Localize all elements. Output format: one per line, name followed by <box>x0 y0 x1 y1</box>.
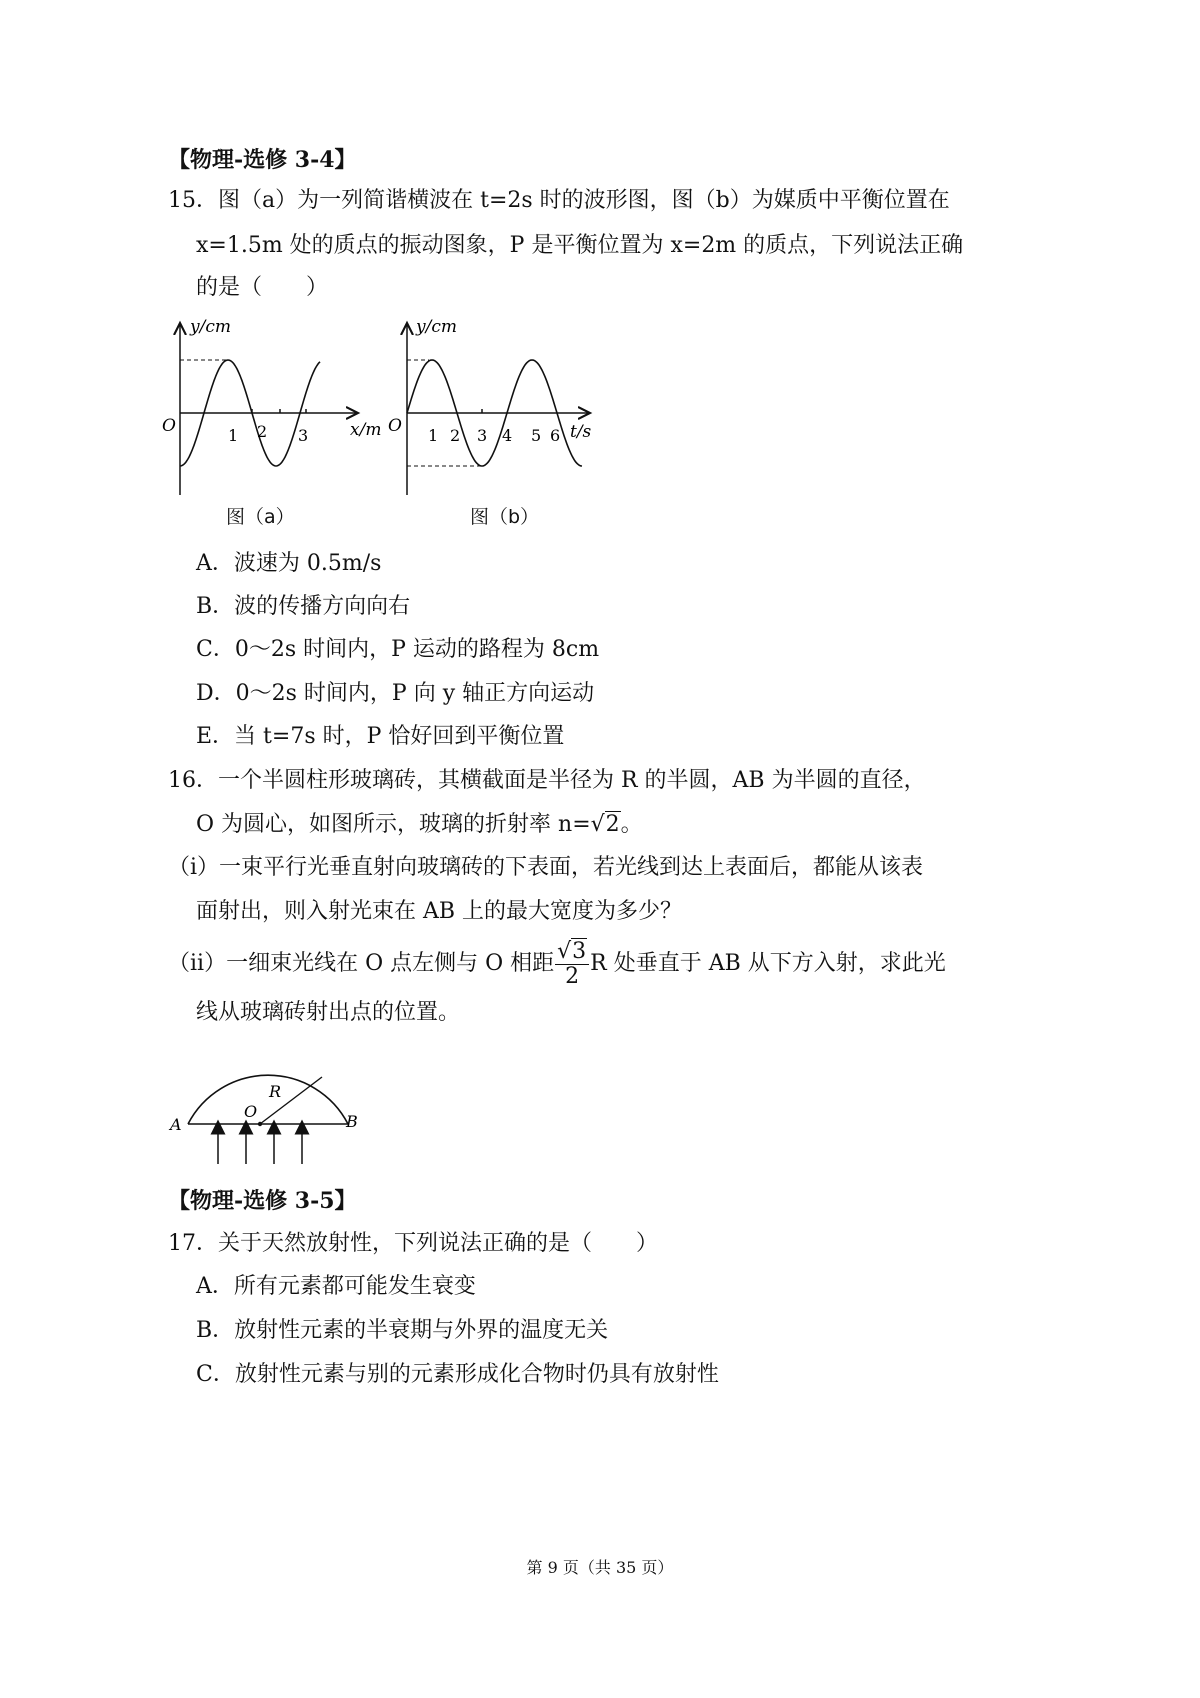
q16-line2: O 为圆心，如图所示，玻璃的折射率 n=√2。 <box>196 812 643 837</box>
label-r: R <box>269 1082 282 1101</box>
q17-option-a: A．所有元素都可能发生衰变 <box>196 1274 476 1299</box>
q16-part-i-line2: 面射出，则入射光束在 AB 上的最大宽度为多少？ <box>196 899 683 924</box>
q17-option-b: B．放射性元素的半衰期与外界的温度无关 <box>196 1318 609 1343</box>
figure-b-tick-4: 4 <box>502 426 513 445</box>
figure-a-tick-3: 3 <box>298 426 309 445</box>
figure-b-caption: 图（b） <box>470 506 540 528</box>
semicircle-glass-figure <box>160 1040 380 1170</box>
q16-sqrt-value: 2 <box>605 812 620 837</box>
semicircle-arc <box>188 1075 348 1124</box>
q15-line2: x=1.5m 处的质点的振动图象，P 是平衡位置为 x=2m 的质点，下列说法正确 <box>196 233 964 258</box>
q16-part-i-line1: （i）一束平行光垂直射向玻璃砖的下表面，若光线到达上表面后，都能从该表 <box>168 855 924 880</box>
q15-option-c: C．0～2s 时间内，P 运动的路程为 8cm <box>196 637 600 662</box>
label-b: B <box>346 1112 358 1131</box>
sqrt3-over-2-fraction: $\frac{√3}{2}$ <box>555 940 589 989</box>
section-title-3-4: 【物理-选修 3-4】 <box>168 147 357 173</box>
figure-b-tick-2: 2 <box>450 426 461 445</box>
figure-a-y-label: y/cm <box>190 317 231 337</box>
figure-b-vibration-graph <box>384 315 599 505</box>
label-a: A <box>170 1115 182 1134</box>
figure-b-x-label: t/s <box>570 422 592 442</box>
center-dot <box>258 1122 262 1126</box>
q15-option-a: A．波速为 0.5m/s <box>196 551 382 576</box>
figure-a-x-label: x/m <box>350 420 382 440</box>
q15-line3: 的是（ ） <box>196 275 329 300</box>
q15-option-d: D．0～2s 时间内，P 向 y 轴正方向运动 <box>196 681 595 706</box>
section-title-3-5: 【物理-选修 3-5】 <box>168 1188 357 1214</box>
figure-b-y-label: y/cm <box>416 317 457 337</box>
figure-b-tick-1: 1 <box>428 426 439 445</box>
q15-option-e: E．当 t=7s 时，P 恰好回到平衡位置 <box>196 724 565 749</box>
label-o: O <box>244 1102 258 1121</box>
q15-option-b: B．波的传播方向向右 <box>196 594 411 619</box>
figure-a-wave-graph <box>160 315 385 505</box>
q15-line1: 15．图（a）为一列简谐横波在 t=2s 时的波形图，图（b）为媒质中平衡位置在 <box>168 188 950 213</box>
figure-a-tick-2: 2 <box>257 422 268 441</box>
page-footer: 第 9 页（共 35 页） <box>526 1558 674 1577</box>
q16-part-ii-line2: 线从玻璃砖射出点的位置。 <box>196 1000 461 1025</box>
figure-a-caption: 图（a） <box>226 506 295 528</box>
figure-b-tick-5: 5 <box>531 426 542 445</box>
figure-a-origin: O <box>162 416 176 436</box>
q17-line1: 17．关于天然放射性，下列说法正确的是（ ） <box>168 1231 658 1256</box>
figure-b-tick-3: 3 <box>477 426 488 445</box>
q16-part-ii-line1: （ii）一细束光线在 O 点左侧与 O 相距 $\frac{√3}{2}$ R 处垂直于 AB 从下方入射，求此光 <box>168 938 946 989</box>
figure-b-tick-6: 6 <box>550 426 561 445</box>
q16-line1: 16．一个半圆柱形玻璃砖，其横截面是半径为 R 的半圆，AB 为半圆的直径， <box>168 768 926 793</box>
figure-a-tick-1: 1 <box>228 426 239 445</box>
figure-b-origin: O <box>388 416 402 436</box>
q17-option-c: C．放射性元素与别的元素形成化合物时仍具有放射性 <box>196 1362 719 1387</box>
